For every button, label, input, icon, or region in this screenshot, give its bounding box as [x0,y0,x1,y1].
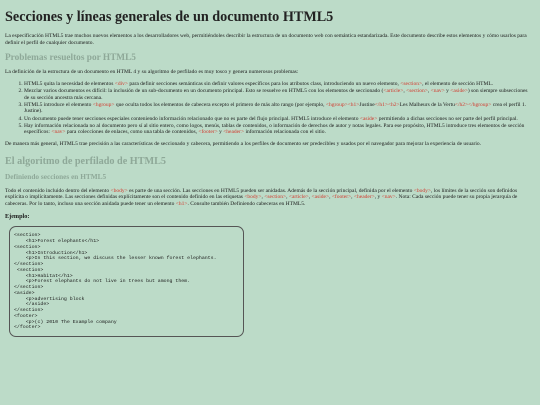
text-run: para colecciones de enlaces, como una tabla de contenidos, [65,129,199,136]
code-line: <p>In this section, we discuss the lesser known forest elephants. [14,256,217,262]
code-line: <section> [14,267,44,273]
tag-reference: <h1> [175,200,188,207]
tag-reference: <div> [114,80,128,87]
text-run: , [427,87,431,94]
text-run: y [444,87,451,94]
intro-paragraph: La especificación HTML5 trae muchos nuevos elementos a los desarrolladores web, permitiéndoles describir la estructura de un documento web con semántica estandarizada. Este documento describe estos elementos y cómo usarlos para definir el perfil de cualquier documento. [5,33,527,46]
code-line: <p>Forest elephants do not live in trees but among them. [14,279,191,285]
list-item [24,102,534,115]
section-heading-problems: Problemas resueltos por HTML5 [5,53,136,64]
text-run: . Nota: Cada sección puede tener su propia jerarquía de cabeceras. Por lo tanto, incluso una sección anidada puede tener un elemento [5,194,518,207]
code-line: <h1>Introduction</h1> [14,250,88,256]
text-run: , los límites de la sección son definidos explícita o implícitamente. Las secciones definidas explícitamente son el contenido definido en las etiquetas [5,187,518,201]
code-line: <p>(c) 2010 The Example company [14,319,117,325]
sections-paragraph [5,188,534,208]
text-run: , y [374,194,382,201]
text-run: crea el perfil 1. Justine). [24,101,527,115]
tag-reference: </h2> [454,101,469,108]
problems-list [5,81,534,136]
tag-reference: <body> [110,187,128,194]
tag-reference: <header> [223,129,245,136]
tag-reference: <aside> [311,194,330,201]
code-line: <h1>Habitat</h1> [14,273,73,279]
subsection-heading-defining: Definiendo secciones en HTML5 [5,171,107,181]
tag-reference: </hgroup> [468,101,492,108]
list-item [24,123,534,136]
code-line: <section> [14,244,41,250]
text-run: , [261,194,265,201]
tag-reference: <aside> [450,87,468,94]
text-run: ) son siempre subsecciones de su sección ancestra más cercana. [24,87,528,101]
tag-reference: <hgroup> [325,101,348,108]
text-run: , [351,194,354,201]
tag-reference: <nav> [381,194,396,201]
text-run: , [329,194,332,201]
text-run: Hay información relacionada no al documento pero sí al sitio entero, como logos, menús, tablas de contenidos, o información de derechos de autor y notas legales. Para ese propósito, HTML5 introduce tres elementos de sección específicos: [24,122,525,136]
text-run: información relacionada con el sitio. [244,129,326,136]
page-title: Secciones y líneas generales de un documento HTML5 [5,9,334,25]
tag-reference: <article> [383,87,404,94]
code-line: <h1>Forest elephants</h1> [14,239,100,245]
problems-lead-paragraph: La definición de la estructura de un documento en HTML 4 y su algoritmo de perfilado es muy tosco y genera numerosos problemas: [5,69,299,76]
code-line: </section> [14,308,44,314]
code-line: <aside> [14,290,35,296]
text-run: que oculta todos los elementos de cabecera excepto el primero de más alto rango (por ejemplo, [114,101,326,108]
summary-paragraph: De manera más general, HTML5 trae precisión a las características de seccionado y cabecera, permitiendo a los perfiles de documento ser predecibles y usados por el navegador para mejorar la experiencia de usuario. [5,140,481,147]
text-run: es parte de una sección. Las secciones en HTML5 pueden ser anidadas. Además de la sección principal, definida por el elemento [127,187,414,194]
text-run: permitiendo a dichas secciones no ser parte del perfil principal. [377,115,518,122]
code-line: <p>advertising block [14,296,85,302]
list-item [24,116,534,123]
code-line: </footer> [14,325,41,331]
text-run: Les Malheurs de la Vertu [399,101,455,108]
tag-reference: <section> [400,80,423,87]
text-run: , [286,194,289,201]
text-run: . Consulte también Definiendo cabeceras en HTML5. [187,200,306,207]
tag-reference: <body> [413,187,431,194]
text-run: HTML5 introduce el elemento [24,101,93,108]
tag-reference: <body> [244,194,262,201]
tag-reference: <nav> [430,87,445,94]
tag-reference: <h2> [387,101,400,108]
tag-reference: <footer> [198,129,218,136]
code-line: </aside> [14,302,50,308]
text-run: Justine [359,101,375,108]
code-line: </section> [14,262,44,268]
tag-reference: </h1> [374,101,388,108]
code-line: </section> [14,285,44,291]
text-run: , [403,87,407,94]
tag-reference: <section> [264,194,287,201]
text-run: y [217,129,224,136]
tag-reference: <article> [288,194,309,201]
tag-reference: <footer> [331,194,352,201]
tag-reference: <aside> [359,115,378,122]
text-run: Mezclar varios documentos es difícil: la inclusión de un sub-documento en un documento principal. Esto se resuelve en HTML5 con los elementos de seccionado ( [24,87,384,94]
text-run: Todo el contenido incluido dentro del elemento [5,187,111,194]
example-label: Ejemplo: [5,213,30,221]
text-run: HTML5 quita la necesidad de elementos [24,80,115,87]
text-run: Un documento puede tener secciones especiales conteniendo información relacionado que no es parte del flujo principal. HTML5 introduce el elemento [24,115,360,122]
text-run: , el elemento de sección HTML. [422,80,494,87]
code-line: <section> [14,233,41,239]
tag-reference: <nav> [51,129,66,136]
tag-reference: <header> [353,194,375,201]
text-run: , [308,194,312,201]
list-item [24,88,534,101]
tag-reference: <hgroup> [92,101,115,108]
tag-reference: <section> [406,87,428,94]
text-run: para definir secciones semánticas sin definir valores específicos para los atributos class, introduciendo un nuevo elemento, [127,80,401,87]
section-heading-algorithm: El algoritmo de perfilado de HTML5 [5,155,167,167]
tag-reference: <h1> [347,101,360,108]
list-item [24,81,534,88]
code-line: <footer> [14,313,38,319]
code-example-block [9,226,244,337]
